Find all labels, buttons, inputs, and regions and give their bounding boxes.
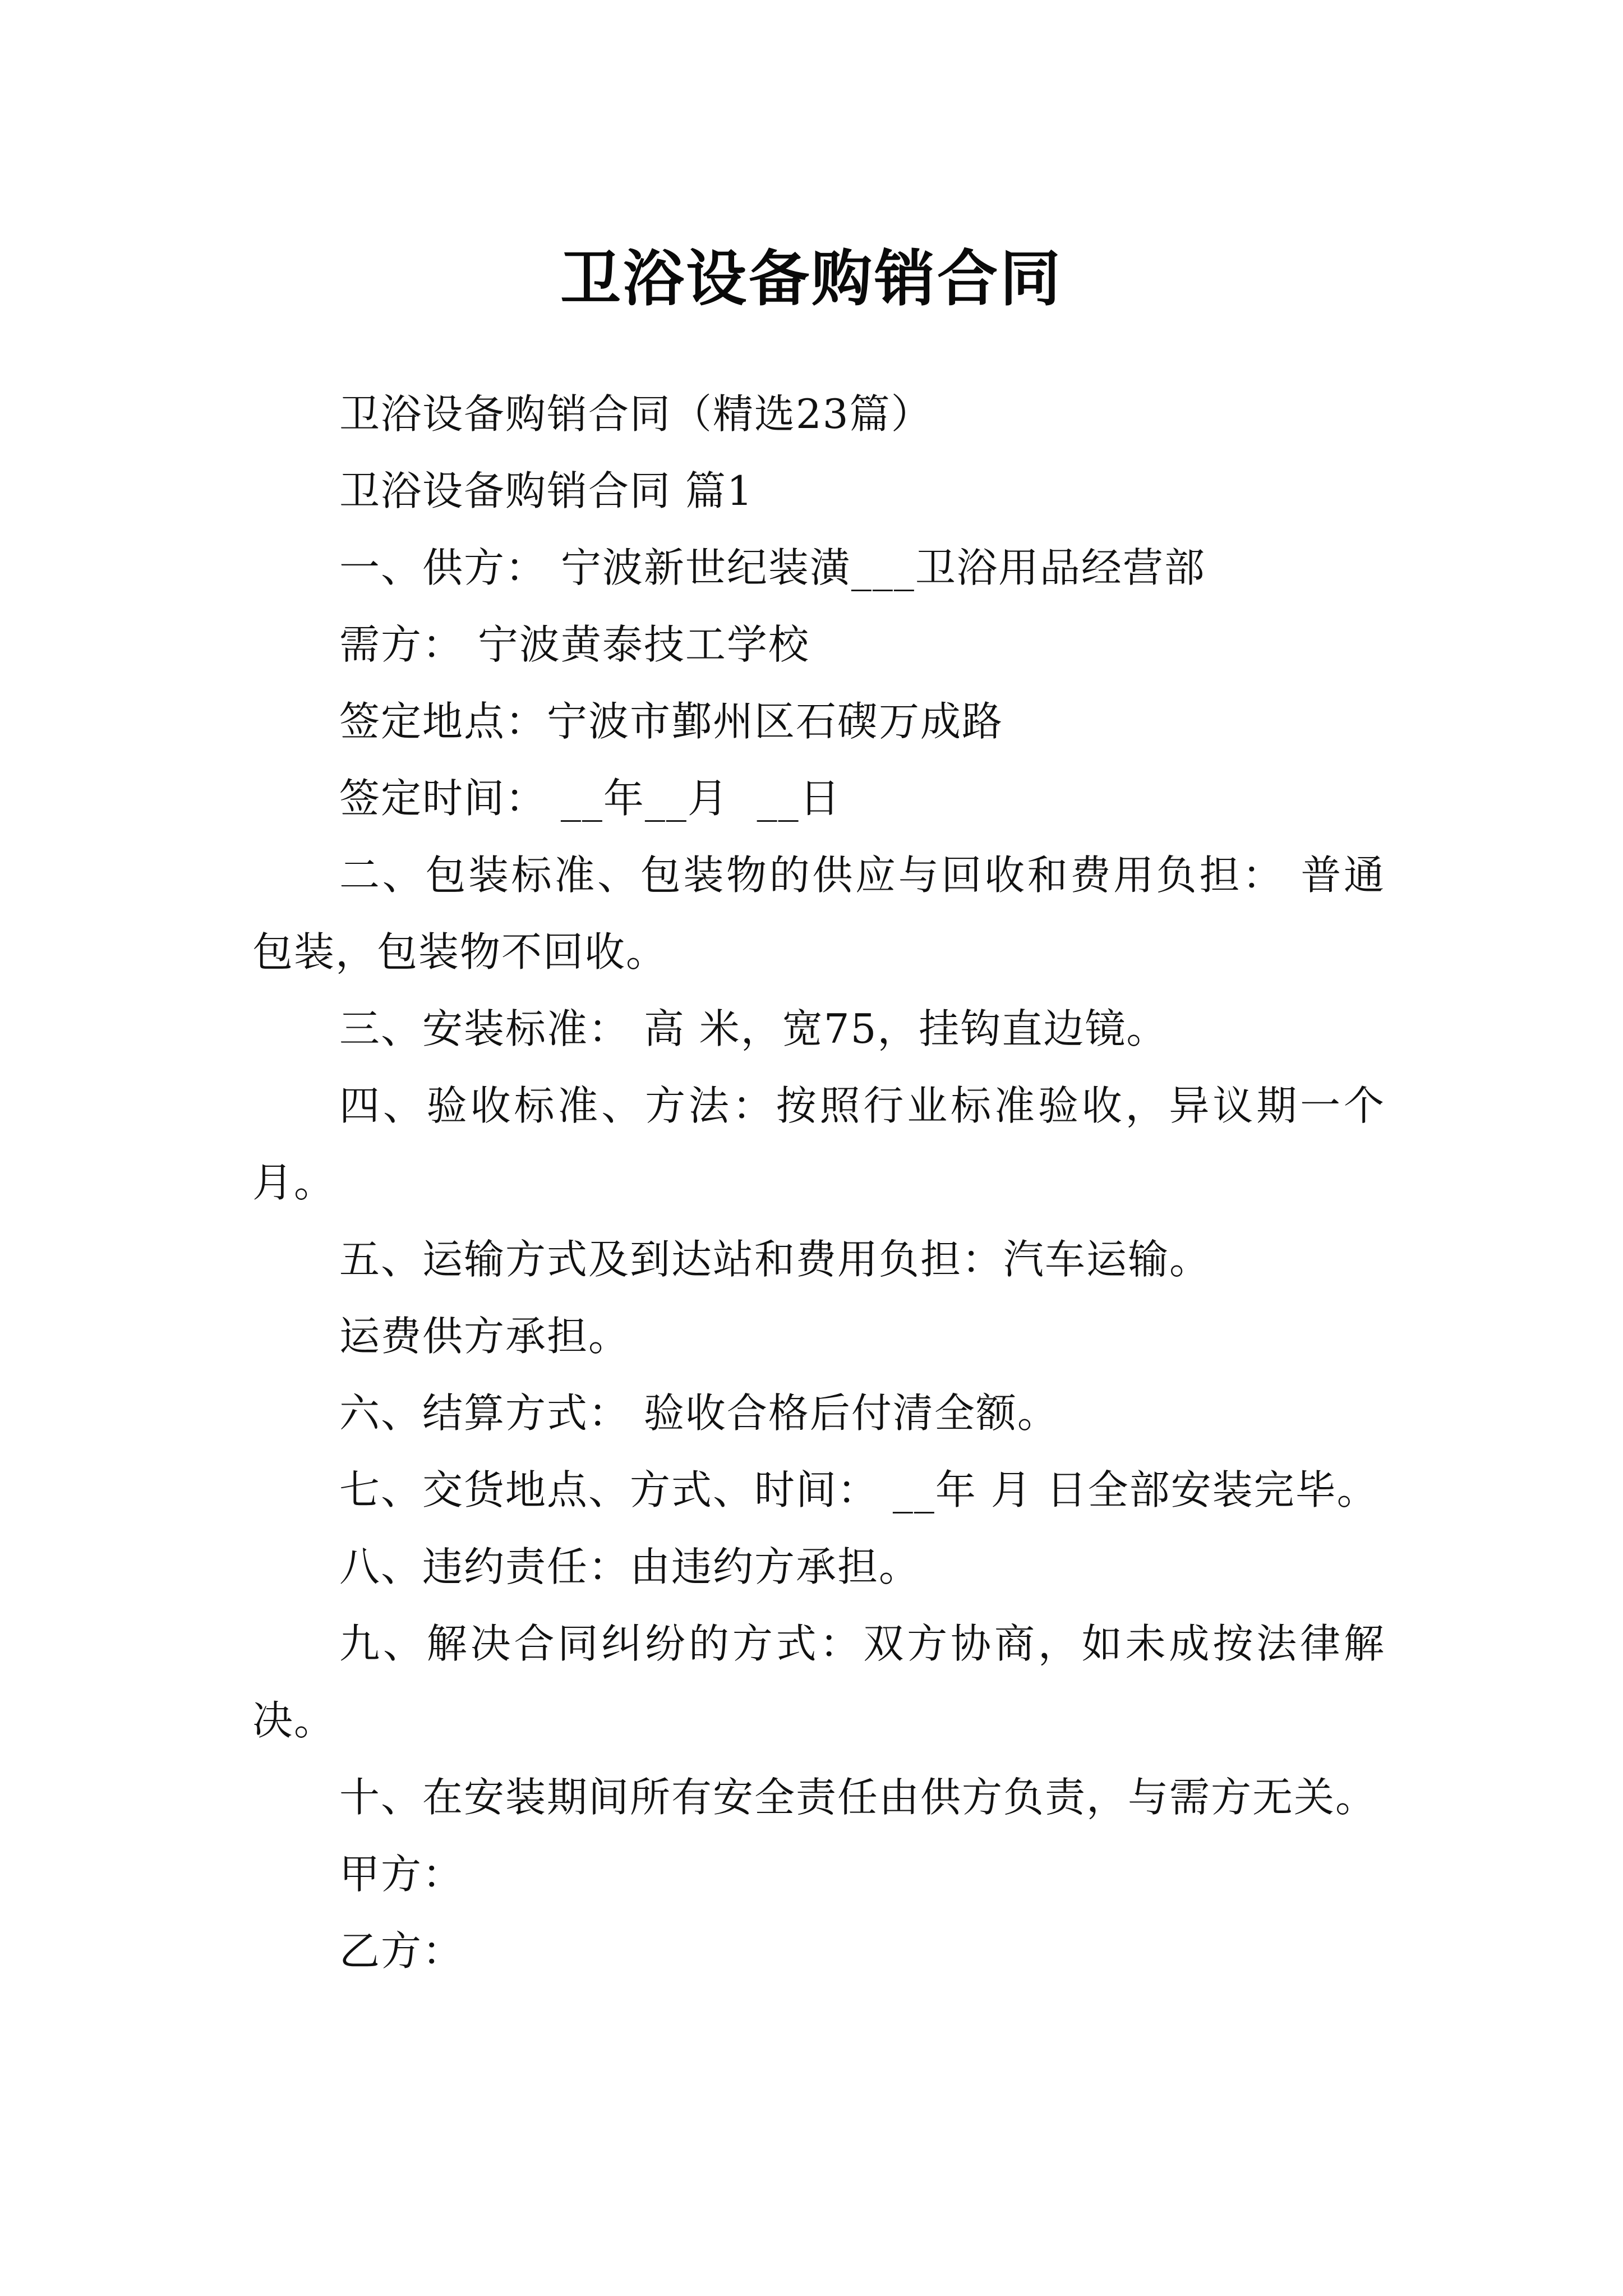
paragraph-installation: 三、安装标准： 高 米，宽75，挂钩直边镜。: [339, 1005, 1168, 1052]
document-title: 卫浴设备购销合同: [560, 243, 1063, 315]
paragraph-acceptance: 四、验收标准、方法：按照行业标准验收，异议期一个月。: [252, 1082, 1385, 1206]
paragraph-settlement: 六、结算方式： 验收合格后付清全额。: [339, 1389, 1059, 1437]
paragraph-packaging: 二、包装标准、包装物的供应与回收和费用负担： 普通包装，包装物不回收。: [252, 852, 1385, 976]
paragraph-liability: 八、违约责任：由违约方承担。: [339, 1543, 921, 1590]
paragraph-transport: 五、运输方式及到达站和费用负担：汽车运输。: [339, 1236, 1211, 1283]
paragraph-supplier: 一、供方： 宁波新世纪装潢___卫浴用品经营部: [339, 544, 1206, 591]
paragraph-safety: 十、在安装期间所有安全责任由供方负责，与需方无关。: [339, 1774, 1377, 1821]
paragraph-sign-place: 签定地点：宁波市鄞州区石碶万成路: [339, 698, 1004, 745]
paragraph-party-a: 甲方：: [339, 1851, 464, 1898]
paragraph-section-heading: 卫浴设备购销合同 篇1: [339, 467, 754, 514]
document-body: [252, 376, 1385, 1990]
paragraph-party-b: 乙方：: [339, 1927, 464, 1975]
paragraph-subtitle: 卫浴设备购销合同（精选23篇）: [339, 390, 933, 438]
paragraph-dispute: 九、解决合同纠纷的方式：双方协商，如未成按法律解决。: [252, 1620, 1385, 1744]
paragraph-sign-date: 签定时间： __年__月 __日: [339, 775, 841, 822]
paragraph-buyer: 需方： 宁波黄泰技工学校: [339, 621, 810, 668]
paragraph-delivery: 七、交货地点、方式、时间： __年 月 日全部安装完毕。: [339, 1466, 1378, 1513]
paragraph-freight: 运费供方承担。: [339, 1313, 630, 1360]
